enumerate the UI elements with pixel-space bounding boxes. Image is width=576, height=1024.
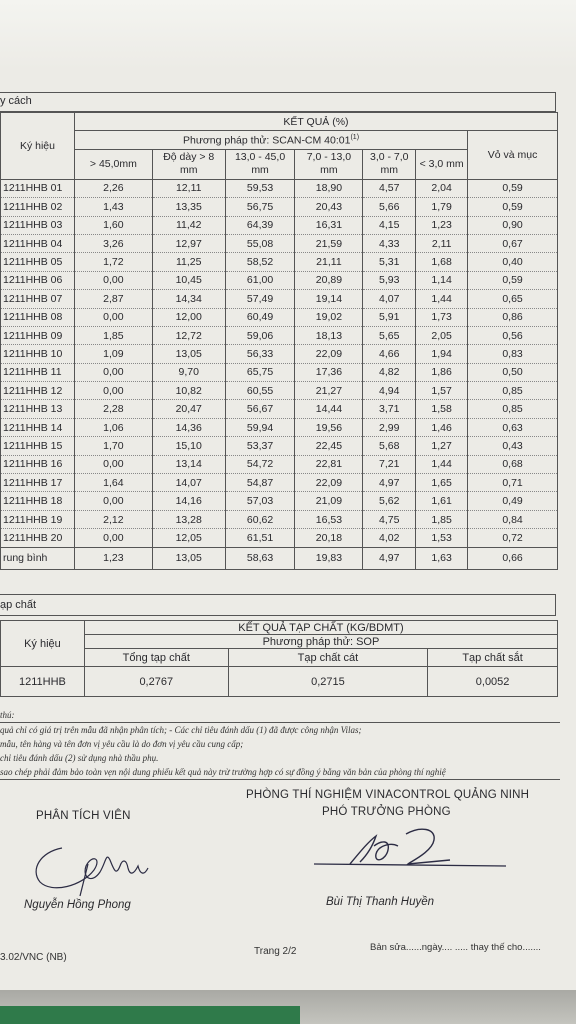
cell-value: 2,12 xyxy=(74,510,152,528)
cell-value: 55,08 xyxy=(225,234,295,252)
average-value: 0,66 xyxy=(468,547,558,569)
cell-value: 17,36 xyxy=(295,363,363,381)
cell-value: 59,06 xyxy=(225,326,295,344)
cell-value: 0,43 xyxy=(468,437,558,455)
cell-value: 12,72 xyxy=(152,326,225,344)
cell-value: 0,00 xyxy=(74,363,152,381)
cell-value: 1,44 xyxy=(416,290,468,308)
impurity-iron: 0,0052 xyxy=(428,667,558,697)
cell-value: 4,75 xyxy=(363,510,416,528)
cell-value: 0,59 xyxy=(468,198,558,216)
cell-value: 13,28 xyxy=(152,510,225,528)
analyst-signature xyxy=(22,826,172,901)
cell-value: 53,37 xyxy=(225,437,295,455)
cell-value: 59,94 xyxy=(225,418,295,436)
cell-value: 18,90 xyxy=(295,179,363,197)
method-header xyxy=(74,131,467,149)
table-row xyxy=(1,290,558,308)
cell-value: 0,49 xyxy=(468,492,558,510)
cell-value: 1,86 xyxy=(416,363,468,381)
cell-value: 12,97 xyxy=(152,234,225,252)
sample-code: 1211HHB 14 xyxy=(1,418,75,436)
cell-value: 65,75 xyxy=(225,363,295,381)
cell-value: 21,27 xyxy=(295,382,363,400)
sample-code: 1211HHB 12 xyxy=(1,382,75,400)
cell-value: 64,39 xyxy=(225,216,295,234)
cell-value: 60,55 xyxy=(225,382,295,400)
cell-value: 0,63 xyxy=(468,418,558,436)
cell-value: 15,10 xyxy=(152,437,225,455)
cell-value: 3,26 xyxy=(74,234,152,252)
note-line: sao chép phải đảm bảo toàn vẹn nội dung phiếu kết quả này trừ trường hợp có sự đồng ý bằng văn bản của phòng thí nghiệ xyxy=(0,765,560,780)
analyst-name: Nguyễn Hồng Phong xyxy=(24,899,131,911)
cell-value: 12,05 xyxy=(152,529,225,547)
table-row xyxy=(1,418,558,436)
table-row xyxy=(1,308,558,326)
cell-value: 1,46 xyxy=(416,418,468,436)
col-header: 13,0 - 45,0 mm xyxy=(225,149,295,179)
cell-value: 19,02 xyxy=(295,308,363,326)
cell-value: 4,07 xyxy=(363,290,416,308)
cell-value: 61,51 xyxy=(225,529,295,547)
cell-value: 5,93 xyxy=(363,271,416,289)
cell-value: 5,91 xyxy=(363,308,416,326)
cell-value: 20,43 xyxy=(295,198,363,216)
average-value: 13,05 xyxy=(152,547,225,569)
impurity-symbol-header: Ký hiệu xyxy=(1,621,85,667)
cell-value: 0,50 xyxy=(468,363,558,381)
cell-value: 1,43 xyxy=(74,198,152,216)
cell-value: 20,47 xyxy=(152,400,225,418)
cell-value: 58,52 xyxy=(225,253,295,271)
sample-code: 1211HHB 01 xyxy=(1,179,75,197)
cell-value: 13,14 xyxy=(152,455,225,473)
cell-value: 0,00 xyxy=(74,455,152,473)
cell-value: 1,61 xyxy=(416,492,468,510)
cell-value: 1,53 xyxy=(416,529,468,547)
sample-code: 1211HHB 03 xyxy=(1,216,75,234)
cell-value: 1,65 xyxy=(416,474,468,492)
table-row xyxy=(1,400,558,418)
cell-value: 4,97 xyxy=(363,474,416,492)
cell-value: 0,56 xyxy=(468,326,558,344)
cell-value: 22,09 xyxy=(295,345,363,363)
cell-value: 4,02 xyxy=(363,529,416,547)
impurity-col-total: Tổng tạp chất xyxy=(84,649,228,667)
table-row xyxy=(1,216,558,234)
sample-code: 1211HHB 02 xyxy=(1,198,75,216)
sample-code: 1211HHB 07 xyxy=(1,290,75,308)
cell-value: 1,27 xyxy=(416,437,468,455)
method-superscript: (1) xyxy=(350,133,360,141)
table-row xyxy=(1,510,558,528)
sample-code: 1211HHB 05 xyxy=(1,253,75,271)
table-row xyxy=(1,492,558,510)
green-folder-edge xyxy=(0,1006,300,1024)
cell-value: 16,31 xyxy=(295,216,363,234)
cell-value: 4,57 xyxy=(363,179,416,197)
cell-value: 54,87 xyxy=(225,474,295,492)
cell-value: 59,53 xyxy=(225,179,295,197)
cell-value: 0,00 xyxy=(74,308,152,326)
cell-value: 0,59 xyxy=(468,271,558,289)
deputy-name: Bùi Thị Thanh Huyền xyxy=(326,896,435,908)
cell-value: 0,00 xyxy=(74,382,152,400)
cell-value: 4,33 xyxy=(363,234,416,252)
sample-code: 1211HHB 10 xyxy=(1,345,75,363)
cell-value: 21,11 xyxy=(295,253,363,271)
notes-block xyxy=(0,708,560,780)
average-value: 19,83 xyxy=(295,547,363,569)
cell-value: 4,82 xyxy=(363,363,416,381)
cell-value: 12,11 xyxy=(152,179,225,197)
cell-value: 0,68 xyxy=(468,455,558,473)
cell-value: 5,31 xyxy=(363,253,416,271)
cell-value: 2,05 xyxy=(416,326,468,344)
note-line: chỉ tiêu đánh dấu (2) sử dụng nhà thầu phụ. xyxy=(0,753,159,763)
sample-code: 1211HHB 16 xyxy=(1,455,75,473)
cell-value: 7,21 xyxy=(363,455,416,473)
cell-value: 2,11 xyxy=(416,234,468,252)
cell-value: 22,09 xyxy=(295,474,363,492)
cell-value: 21,59 xyxy=(295,234,363,252)
sample-code: 1211HHB 17 xyxy=(1,474,75,492)
cell-value: 1,79 xyxy=(416,198,468,216)
section2-title: ạp chất xyxy=(0,594,556,616)
cell-value: 56,33 xyxy=(225,345,295,363)
cell-value: 0,84 xyxy=(468,510,558,528)
cell-value: 1,14 xyxy=(416,271,468,289)
cell-value: 4,94 xyxy=(363,382,416,400)
cell-value: 13,35 xyxy=(152,198,225,216)
cell-value: 22,81 xyxy=(295,455,363,473)
cell-value: 1,94 xyxy=(416,345,468,363)
lab-title: PHÒNG THÍ NGHIỆM VINACONTROL QUẢNG NINH xyxy=(246,789,530,801)
cell-value: 0,40 xyxy=(468,253,558,271)
cell-value: 0,90 xyxy=(468,216,558,234)
cell-value: 14,16 xyxy=(152,492,225,510)
cell-value: 20,89 xyxy=(295,271,363,289)
cell-value: 60,49 xyxy=(225,308,295,326)
cell-value: 54,72 xyxy=(225,455,295,473)
table-row xyxy=(1,326,558,344)
cell-value: 5,65 xyxy=(363,326,416,344)
section1-title-box xyxy=(0,92,556,112)
table-row xyxy=(1,455,558,473)
impurity-result-header: KẾT QUẢ TẠP CHẤT (KG/BDMT) xyxy=(84,621,557,635)
cell-value: 1,09 xyxy=(74,345,152,363)
table-row xyxy=(1,271,558,289)
cell-value: 1,06 xyxy=(74,418,152,436)
impurity-total: 0,2767 xyxy=(84,667,228,697)
cell-value: 9,70 xyxy=(152,363,225,381)
cell-value: 0,00 xyxy=(74,492,152,510)
cell-value: 0,59 xyxy=(468,179,558,197)
sample-code: 1211HHB 15 xyxy=(1,437,75,455)
cell-value: 22,45 xyxy=(295,437,363,455)
col-header: Độ dày > 8 mm xyxy=(152,149,225,179)
average-label: rung bình xyxy=(1,547,75,569)
revision-line: Bản sửa......ngày.... ..... thay thế cho....... xyxy=(370,942,541,953)
cell-value: 0,00 xyxy=(74,529,152,547)
page-top-area xyxy=(0,0,576,70)
impurity-method-header: Phương pháp thử: SOP xyxy=(84,635,557,649)
cell-value: 3,71 xyxy=(363,400,416,418)
impurity-sand: 0,2715 xyxy=(228,667,428,697)
cell-value: 0,67 xyxy=(468,234,558,252)
table-row xyxy=(1,474,558,492)
sample-code: 1211HHB 20 xyxy=(1,529,75,547)
note-line: mẫu, tên hàng và tên đơn vị yêu cầu là do đơn vị yêu cầu cung cấp; xyxy=(0,739,244,749)
cell-value: 1,57 xyxy=(416,382,468,400)
notes-heading: thú: xyxy=(0,708,560,723)
cell-value: 1,73 xyxy=(416,308,468,326)
page-number: Trang 2/2 xyxy=(254,946,297,957)
average-value: 1,23 xyxy=(74,547,152,569)
cell-value: 0,85 xyxy=(468,400,558,418)
cell-value: 5,62 xyxy=(363,492,416,510)
cell-value: 61,00 xyxy=(225,271,295,289)
col-header: 7,0 - 13,0 mm xyxy=(295,149,363,179)
cell-value: 57,03 xyxy=(225,492,295,510)
cell-value: 0,00 xyxy=(74,271,152,289)
cell-value: 2,99 xyxy=(363,418,416,436)
cell-value: 1,85 xyxy=(74,326,152,344)
cell-value: 20,18 xyxy=(295,529,363,547)
cell-value: 11,42 xyxy=(152,216,225,234)
cell-value: 14,34 xyxy=(152,290,225,308)
average-row xyxy=(1,547,558,569)
cell-value: 1,72 xyxy=(74,253,152,271)
cell-value: 1,60 xyxy=(74,216,152,234)
impurity-col-sand: Tạp chất cát xyxy=(228,649,428,667)
cell-value: 1,70 xyxy=(74,437,152,455)
cell-value: 21,09 xyxy=(295,492,363,510)
cell-value: 5,68 xyxy=(363,437,416,455)
cell-value: 1,23 xyxy=(416,216,468,234)
sample-code: 1211HHB 18 xyxy=(1,492,75,510)
col-header: > 45,0mm xyxy=(74,149,152,179)
table-row xyxy=(1,363,558,381)
table-row xyxy=(1,234,558,252)
cell-value: 0,85 xyxy=(468,382,558,400)
table-row xyxy=(1,529,558,547)
sample-code: 1211HHB 09 xyxy=(1,326,75,344)
cell-value: 56,67 xyxy=(225,400,295,418)
cell-value: 56,75 xyxy=(225,198,295,216)
deputy-title: PHÓ TRƯỞNG PHÒNG xyxy=(322,806,451,818)
cell-value: 12,00 xyxy=(152,308,225,326)
result-header: KẾT QUẢ (%) xyxy=(74,113,557,131)
sample-code: 1211HHB 08 xyxy=(1,308,75,326)
average-value: 4,97 xyxy=(363,547,416,569)
grain-size-table xyxy=(0,112,558,570)
cell-value: 0,86 xyxy=(468,308,558,326)
sample-code: 1211HHB 13 xyxy=(1,400,75,418)
cell-value: 1,85 xyxy=(416,510,468,528)
cell-value: 4,15 xyxy=(363,216,416,234)
method-text: Phương pháp thử: SCAN-CM 40:01 xyxy=(183,134,351,147)
col-header-bark: Vỏ và mục xyxy=(468,131,558,179)
cell-value: 19,56 xyxy=(295,418,363,436)
cell-value: 2,04 xyxy=(416,179,468,197)
cell-value: 10,82 xyxy=(152,382,225,400)
sample-code: 1211HHB 11 xyxy=(1,363,75,381)
col-header: 3,0 - 7,0 mm xyxy=(363,149,416,179)
note-line: quả chỉ có giá trị trên mẫu đã nhận phân tích; - Các chỉ tiêu đánh dấu (1) đã được công nhận Vilas; xyxy=(0,725,362,735)
cell-value: 11,25 xyxy=(152,253,225,271)
table-row xyxy=(1,198,558,216)
cell-value: 13,05 xyxy=(152,345,225,363)
table-row xyxy=(1,345,558,363)
cell-value: 16,53 xyxy=(295,510,363,528)
cell-value: 10,45 xyxy=(152,271,225,289)
average-value: 58,63 xyxy=(225,547,295,569)
cell-value: 0,65 xyxy=(468,290,558,308)
cell-value: 14,07 xyxy=(152,474,225,492)
symbol-header: Ký hiệu xyxy=(1,113,75,180)
section1-title: y cách xyxy=(0,95,32,107)
cell-value: 60,62 xyxy=(225,510,295,528)
sample-code: 1211HHB 04 xyxy=(1,234,75,252)
cell-value: 14,36 xyxy=(152,418,225,436)
impurity-code: 1211HHB xyxy=(1,667,85,697)
cell-value: 57,49 xyxy=(225,290,295,308)
table-row xyxy=(1,253,558,271)
impurity-table xyxy=(0,620,558,697)
cell-value: 2,26 xyxy=(74,179,152,197)
average-value: 1,63 xyxy=(416,547,468,569)
table-row xyxy=(1,382,558,400)
sample-code: 1211HHB 06 xyxy=(1,271,75,289)
cell-value: 0,72 xyxy=(468,529,558,547)
deputy-signature xyxy=(310,822,510,882)
cell-value: 0,83 xyxy=(468,345,558,363)
cell-value: 2,87 xyxy=(74,290,152,308)
cell-value: 1,68 xyxy=(416,253,468,271)
cell-value: 0,71 xyxy=(468,474,558,492)
table-row xyxy=(1,179,558,197)
table-row xyxy=(1,437,558,455)
cell-value: 5,66 xyxy=(363,198,416,216)
impurity-col-iron: Tạp chất sắt xyxy=(428,649,558,667)
cell-value: 1,64 xyxy=(74,474,152,492)
cell-value: 4,66 xyxy=(363,345,416,363)
cell-value: 14,44 xyxy=(295,400,363,418)
cell-value: 1,58 xyxy=(416,400,468,418)
cell-value: 1,44 xyxy=(416,455,468,473)
form-code: 3.02/VNC (NB) xyxy=(0,952,67,963)
cell-value: 18,13 xyxy=(295,326,363,344)
cell-value: 2,28 xyxy=(74,400,152,418)
cell-value: 19,14 xyxy=(295,290,363,308)
analyst-title: PHÂN TÍCH VIÊN xyxy=(36,810,131,822)
col-header: < 3,0 mm xyxy=(416,149,468,179)
sample-code: 1211HHB 19 xyxy=(1,510,75,528)
